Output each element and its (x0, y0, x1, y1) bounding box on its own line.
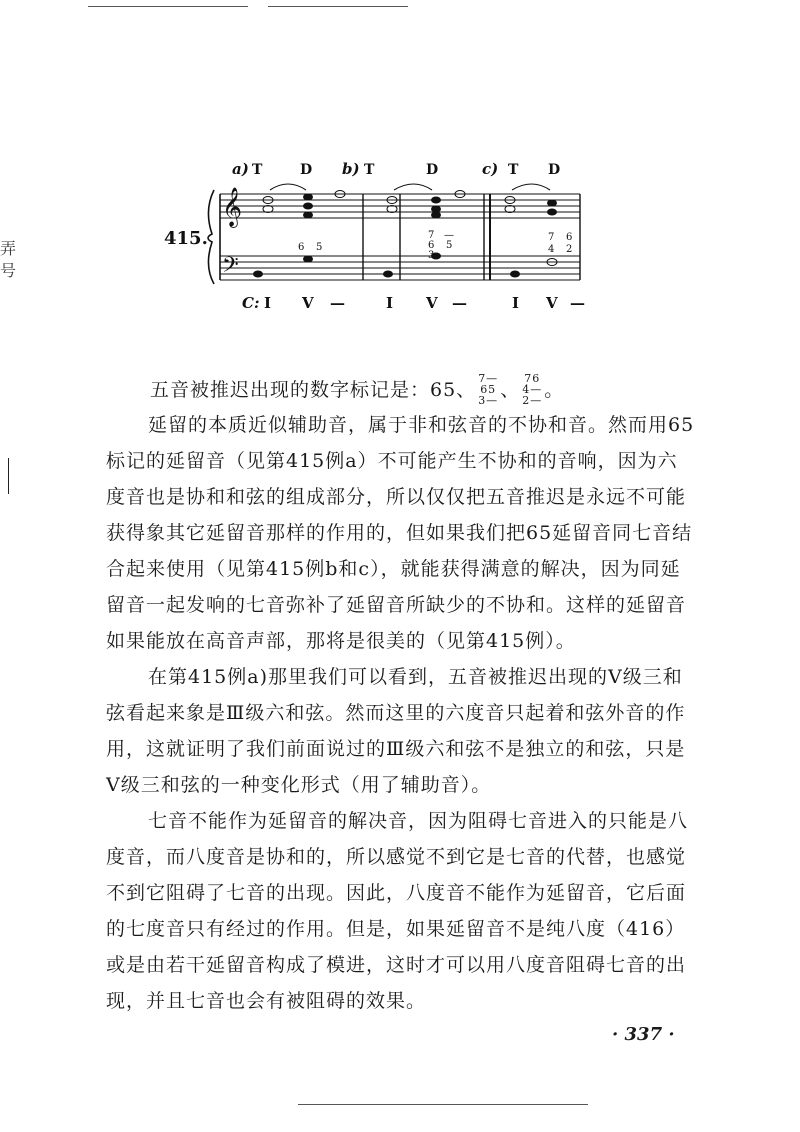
figured-c-3: 4 (548, 244, 555, 255)
noteheads (253, 191, 557, 278)
figure-1: 7— 65 3— (478, 372, 499, 407)
degree-7: I (512, 294, 520, 312)
degree-6: — (452, 294, 467, 312)
figured-c-2: 6 (566, 232, 573, 243)
page-number: · 337 · (612, 1024, 675, 1045)
bass-clef: 𝄢 (222, 253, 239, 283)
top-rule (88, 6, 248, 7)
sub-label-a: a) (232, 160, 249, 178)
figured-c-4: 2 (566, 244, 573, 255)
margin-mark-1: 弄 (0, 239, 17, 258)
margin-line (8, 458, 9, 494)
function-6: D (548, 162, 561, 178)
paragraph-1: 延留的本质近似辅助音，属于非和弦音的不协和音。然而用65标记的延留音（见第415例a）不可能产生不协和的音响，因为六度音也是协和和弦的组成部分，所以仅仅把五音推迟是永远不可能获得象其它延留音那样的作用的，但如果我们把65延留音同七音结合起来使用（见第415例b和c），就能获得满意的解决，因为同延留音一起发响的七音弥补了延留音所缺少的不协和。这样的延留音如果能放在高音声部，那将是很美的（见第415例）。 (106, 414, 695, 652)
example-number: 415. (164, 228, 208, 249)
paragraph-3: 七音不能作为延留音的解决音，因为阻碍七音进入的只能是八度音，而八度音是协和的，所以感觉不到它是七音的代替，也感觉不到它阻碍了七音的出现。因此，八度音不能作为延留音，它后面的七度音只有经过的作用。但是，如果延留音不是纯八度（416）或是由若干延留音构成了模进，这时才可以用八度音阻碍七音的出现，并且七音也会有被阻碍的效果。 (106, 810, 689, 1012)
intro-line: 五音被推迟出现的数字标记是：65、 7— 65 3— 、 76 4— 2— 。 (150, 372, 565, 407)
function-3: T (364, 162, 375, 178)
music-example-415 (160, 150, 600, 325)
margin-mark-2: 号 (0, 261, 17, 280)
figured-c-1: 7 (548, 232, 555, 243)
key-label: C: (242, 294, 260, 312)
intro-text: 五音被推迟出现的数字标记是：65、 (150, 379, 477, 401)
degree-5: V (426, 294, 438, 312)
degree-1: I (264, 294, 272, 312)
figure-2: 76 4— 2— (522, 372, 543, 407)
degree-8: V (546, 294, 558, 312)
sub-label-b: b) (342, 160, 360, 178)
degree-9: — (570, 294, 585, 312)
degree-3: — (330, 294, 345, 312)
function-2: D (300, 162, 313, 178)
figured-b-2: 6 (428, 240, 435, 251)
treble-clef: 𝄞 (222, 187, 243, 227)
figured-b-4: — (444, 230, 454, 241)
slurs (270, 184, 550, 190)
function-5: T (508, 162, 519, 178)
paragraph-2: 在第415例a)那里我们可以看到，五音被推迟出现的Ⅴ级三和弦看起来象是Ⅲ级六和弦。然而这里的六度音只起着和弦外音的作用，这就证明了我们前面说过的Ⅲ级六和弦不是独立的和弦，只是Ⅴ级三和弦的一种变化形式（用了辅助音）。 (106, 666, 686, 796)
figured-a-2: 5 (316, 242, 323, 253)
function-1: T (252, 162, 263, 178)
figured-b-1: 7 (428, 230, 435, 241)
figured-b-3: 3 (428, 250, 435, 261)
degree-4: I (386, 294, 394, 312)
function-4: D (426, 162, 439, 178)
sub-label-c: c) (482, 160, 499, 178)
top-rule-2 (268, 6, 408, 7)
brace (208, 190, 214, 284)
figured-a-1: 6 (298, 242, 305, 253)
figured-b-5: 5 (446, 240, 453, 251)
barlines (220, 194, 580, 280)
degree-2: V (302, 294, 314, 312)
bottom-rule (298, 1104, 588, 1105)
